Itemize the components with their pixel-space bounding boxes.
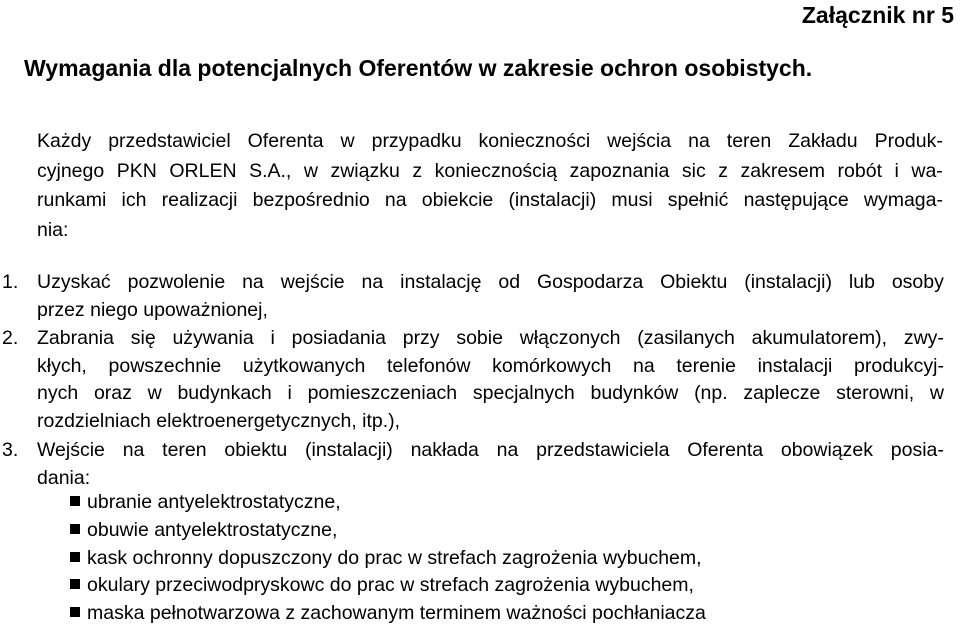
word: zakresem — [740, 159, 826, 182]
word: nych — [37, 382, 79, 404]
word: budynków — [590, 382, 679, 404]
word: zwy- — [903, 327, 944, 349]
word: budynkach — [177, 382, 272, 404]
word: na — [384, 189, 407, 211]
word: S.A., — [249, 159, 292, 182]
word: akumulatorem), — [751, 327, 888, 349]
item-line: dania: — [37, 466, 91, 489]
word: i — [270, 327, 275, 349]
word: bezpośrednio — [252, 189, 370, 211]
word: na — [242, 271, 264, 293]
word: teren — [726, 130, 772, 152]
word: od — [498, 271, 521, 293]
item-line — [37, 269, 944, 297]
word: włączonych — [519, 327, 621, 349]
word: przedstawiciel — [108, 130, 231, 152]
word: przedstawiciela — [536, 439, 670, 461]
word: (instalacji) — [744, 271, 832, 293]
equipment-item-text: ubranie antyelektrostatyczne, — [87, 491, 341, 513]
word: kłych, — [37, 354, 87, 377]
word: z — [718, 159, 728, 182]
word: się — [130, 327, 156, 349]
word: użytkowanych — [242, 354, 366, 377]
square-bullet-icon — [70, 524, 80, 534]
word: i — [287, 382, 292, 404]
word: musi — [611, 189, 653, 211]
equipment-list — [70, 489, 706, 628]
equipment-item — [70, 517, 706, 545]
intro-line-3 — [37, 186, 943, 216]
word: Gospodarza — [536, 271, 644, 293]
equipment-item-text: obuwie antyelektrostatyczne, — [87, 518, 338, 541]
square-bullet-icon — [70, 496, 80, 506]
word: wejścia — [607, 130, 672, 152]
item-line — [37, 325, 944, 353]
word: nakłada — [410, 439, 479, 461]
word: przy — [402, 327, 440, 349]
word: (instalacji) — [508, 189, 597, 211]
word: realizacji — [161, 189, 238, 211]
intro-paragraph — [37, 127, 943, 245]
word: Uzyskać — [37, 271, 111, 293]
intro-line-2 — [37, 157, 943, 187]
word: na — [122, 439, 145, 461]
intro-line-4: nia: — [37, 218, 69, 241]
word: obiektu — [224, 439, 288, 461]
word: wejście — [280, 271, 345, 293]
requirement-item — [0, 437, 944, 492]
equipment-item — [70, 572, 706, 600]
item-number: 1. — [2, 271, 19, 293]
word: Oferenta — [247, 130, 324, 152]
item-line: przez niego upoważnionej, — [37, 298, 268, 321]
word: zaplecze — [743, 382, 821, 404]
word: w — [303, 159, 318, 182]
word: (np. — [694, 382, 728, 404]
word: obiekcie — [421, 189, 494, 211]
word: specjalnych — [472, 382, 575, 404]
equipment-item-text: maska pełnotwarzowa z zachowanym terminem ważności pochłaniacza — [87, 602, 706, 625]
equipment-item-text: okulary przeciwodpryskowc do prac w strefach zagrożenia wybuchem, — [87, 574, 694, 597]
word: ich — [121, 189, 147, 211]
equipment-item — [70, 600, 706, 628]
item-number: 3. — [2, 439, 19, 461]
word: następujące — [743, 189, 849, 211]
word: przypadku — [371, 130, 462, 152]
word: Wejście — [37, 439, 105, 461]
word: instalacji — [757, 354, 833, 377]
equipment-item — [70, 545, 706, 573]
word: i — [894, 159, 899, 182]
requirements-list — [0, 269, 944, 492]
word: pozwolenie — [127, 271, 226, 293]
equipment-item — [70, 489, 706, 517]
word: na — [632, 354, 655, 377]
word: na — [688, 130, 710, 152]
word: terenie — [676, 354, 736, 377]
word: konieczności — [478, 130, 591, 152]
word: runkami — [37, 189, 107, 211]
word: telefonów — [387, 354, 471, 377]
attachment-label: Załącznik nr 5 — [801, 2, 954, 28]
word: powszechnie — [108, 354, 222, 377]
word: produkcyj- — [854, 354, 944, 377]
word: sobie — [456, 327, 503, 349]
word: komórkowych — [492, 354, 612, 377]
intro-line-1 — [37, 127, 943, 157]
word: koniecznością — [434, 159, 558, 182]
word: (zasilanych — [637, 327, 735, 349]
word: Każdy — [37, 130, 92, 152]
item-line — [37, 353, 944, 381]
word: z — [412, 159, 423, 182]
word: spełnić — [667, 189, 729, 211]
item-line — [37, 380, 944, 408]
word: ORLEN — [169, 159, 237, 182]
word: w — [929, 382, 944, 404]
requirement-item — [0, 325, 944, 435]
word: posia- — [890, 439, 944, 461]
equipment-item-text: kask ochronny dopuszczony do prac w strefach zagrożenia wybuchem, — [87, 546, 702, 569]
document-title: Wymagania dla potencjalnych Oferentów w zakresie ochron osobistych. — [24, 55, 813, 81]
word: (instalacji) — [305, 439, 393, 461]
word: wa- — [911, 159, 943, 182]
word: używania — [172, 327, 254, 349]
item-number: 2. — [2, 327, 19, 349]
word: posiadania — [291, 327, 386, 349]
word: wymaga- — [863, 189, 943, 211]
word: robót — [837, 159, 882, 182]
word: lub — [848, 271, 875, 293]
word: PKN — [116, 159, 157, 182]
word: Produk- — [874, 130, 943, 152]
word: Obiektu — [660, 271, 728, 293]
word: cyjnego — [37, 159, 105, 182]
word: instalację — [400, 271, 482, 293]
word: osoby — [891, 271, 944, 293]
word: na — [496, 439, 519, 461]
item-line: rozdzielniach elektroenergetycznych, itp.), — [37, 409, 401, 432]
word: Zabrania — [37, 327, 114, 349]
word: Zakładu — [788, 130, 858, 152]
square-bullet-icon — [70, 607, 80, 617]
word: sic — [681, 159, 706, 182]
word: oraz — [93, 382, 132, 404]
word: pomieszczeniach — [307, 382, 458, 404]
word: na — [361, 271, 384, 293]
item-line — [37, 437, 944, 465]
word: w — [340, 130, 355, 152]
word: obowiązek — [780, 439, 873, 461]
word: Oferenta — [687, 439, 764, 461]
square-bullet-icon — [70, 579, 80, 589]
word: sterowni, — [836, 382, 915, 404]
requirement-item — [0, 269, 944, 324]
word: zapoznania — [569, 159, 670, 182]
word: teren — [162, 439, 207, 461]
word: związku — [330, 159, 400, 182]
word: w — [147, 382, 162, 404]
square-bullet-icon — [70, 552, 80, 562]
